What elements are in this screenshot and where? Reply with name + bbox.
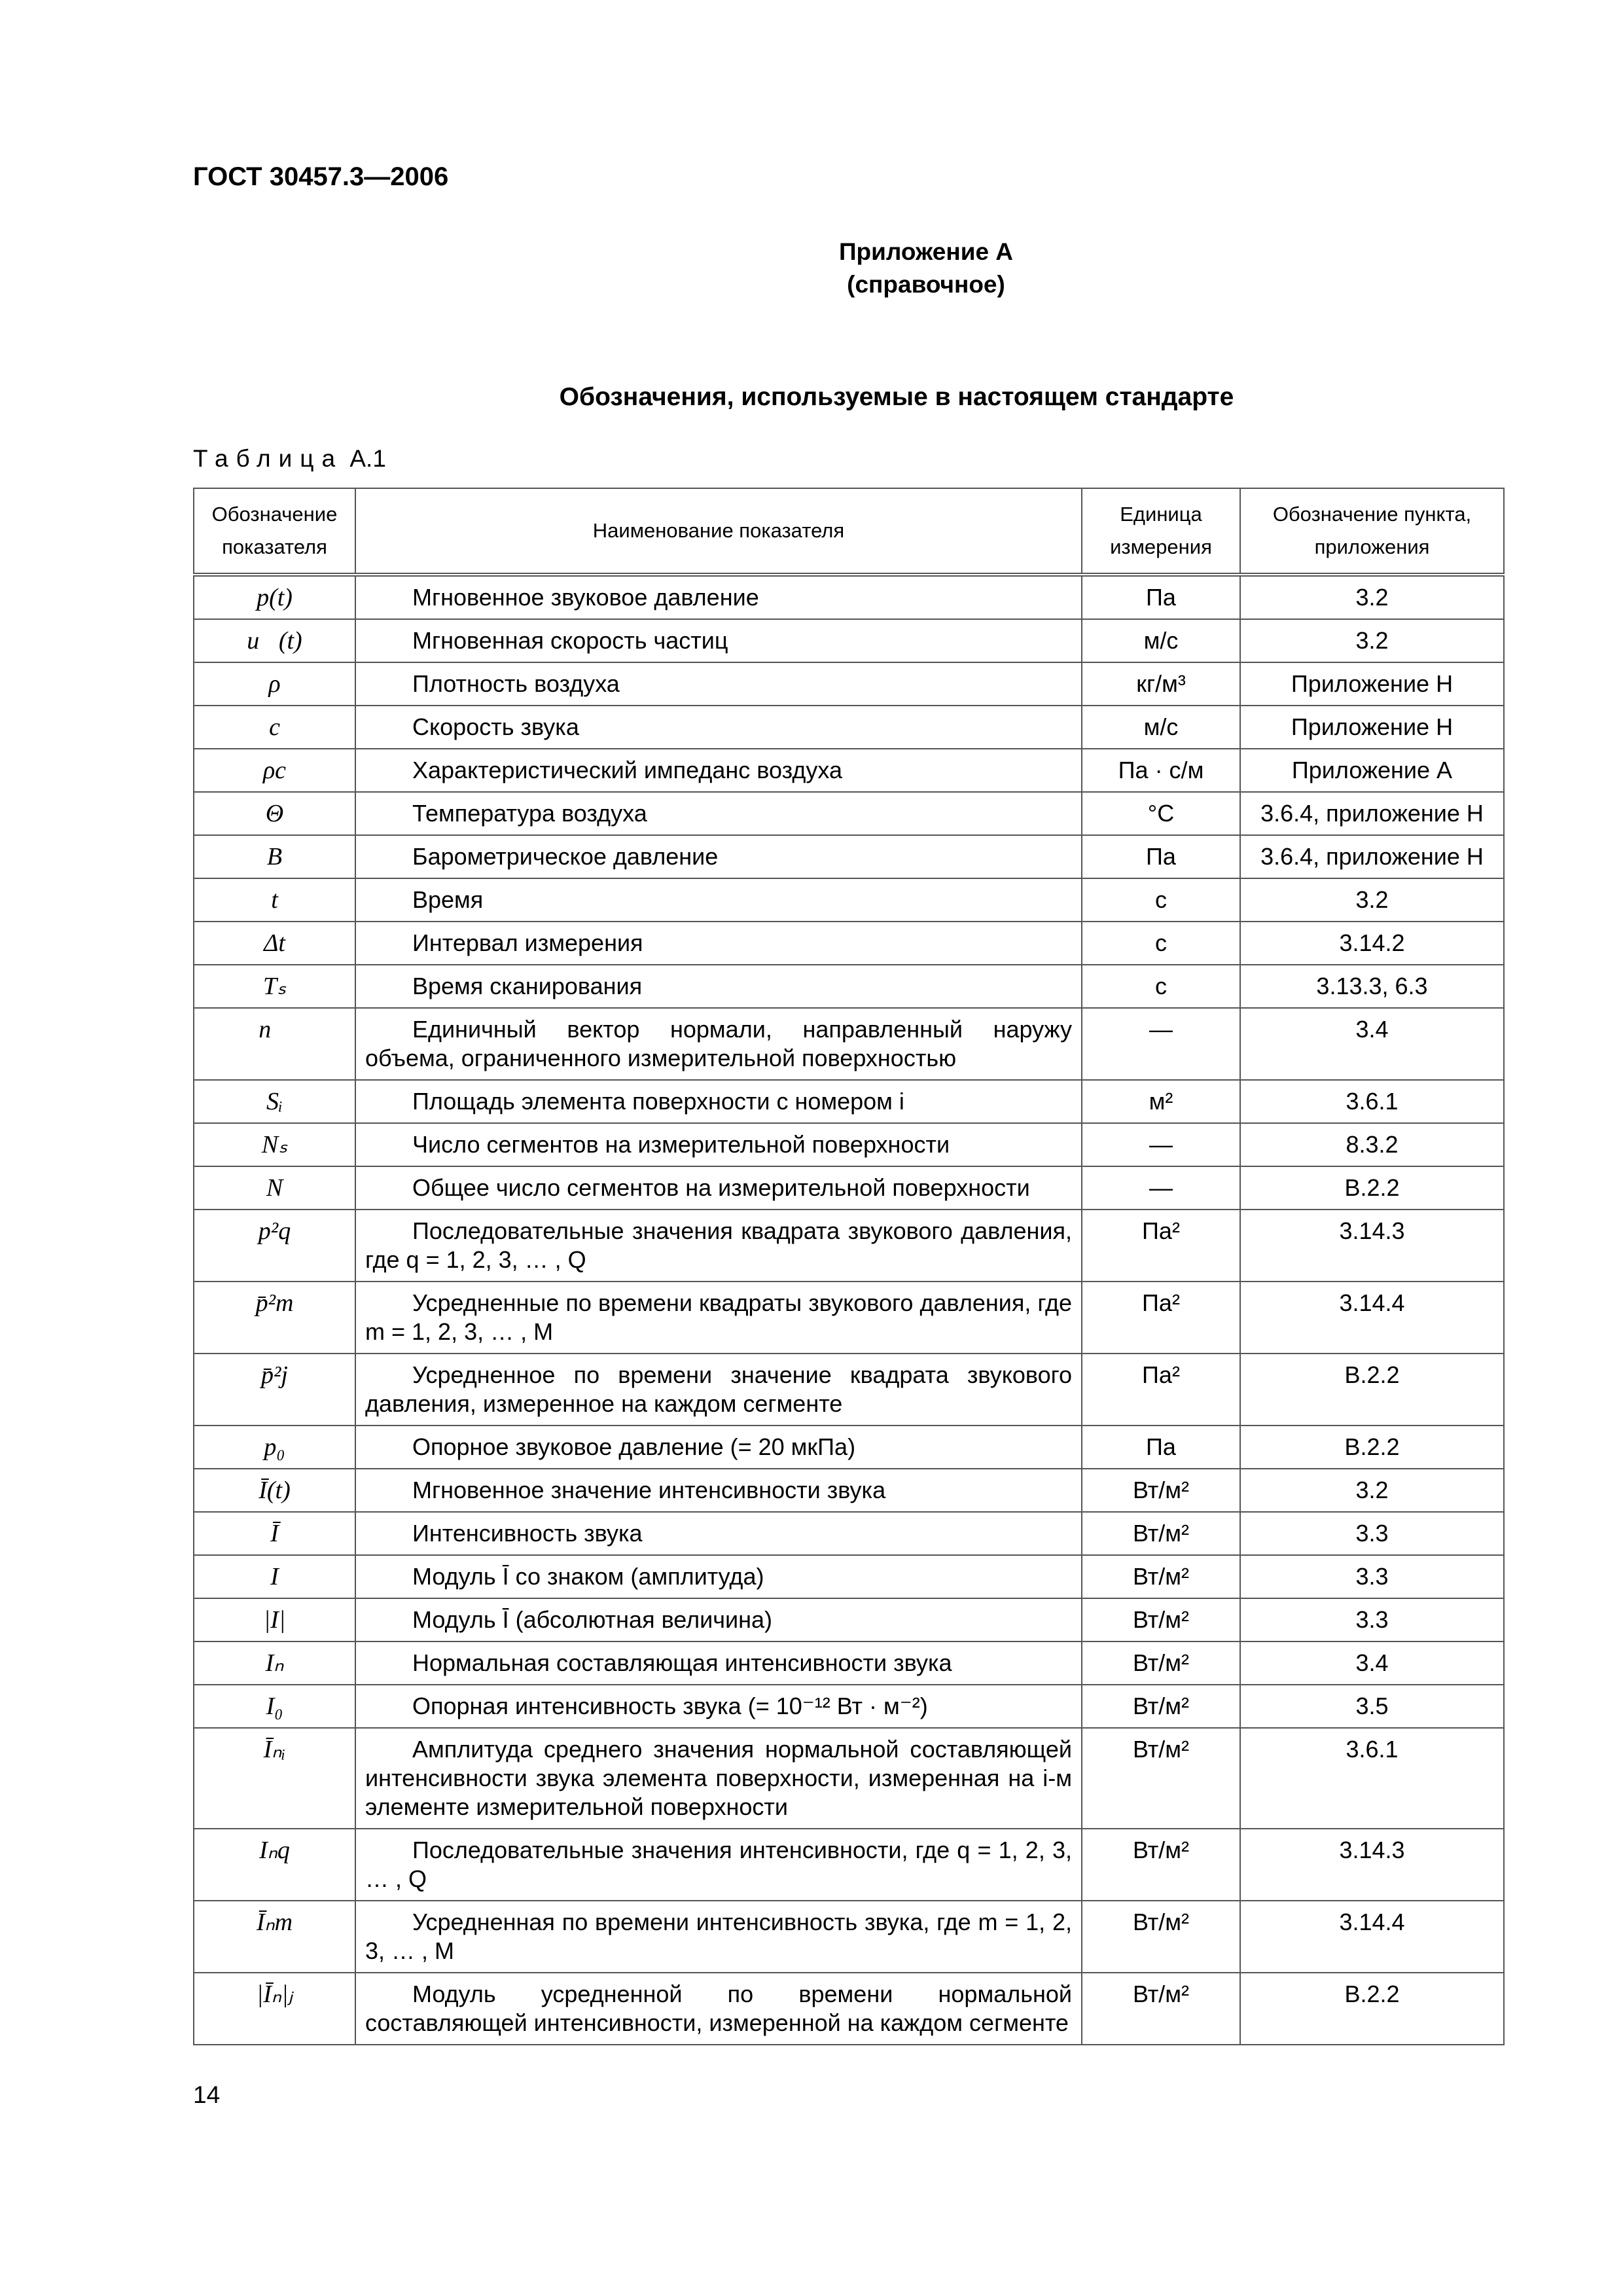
table-row — [194, 1469, 1504, 1512]
name-cell: Модуль Ī со знаком (амплитуда) — [355, 1555, 1082, 1598]
symbol-cell: Īₙᵢ — [194, 1728, 355, 1829]
unit-cell: °С — [1082, 792, 1240, 835]
reference-cell: 3.5 — [1240, 1685, 1504, 1728]
name-cell: Скорость звука — [355, 706, 1082, 749]
reference-cell: 3.2 — [1240, 619, 1504, 662]
unit-cell: Вт/м² — [1082, 1641, 1240, 1685]
reference-cell: 3.14.4 — [1240, 1282, 1504, 1354]
table-row — [194, 1598, 1504, 1641]
unit-cell: Вт/м² — [1082, 1512, 1240, 1555]
symbol-cell: c — [194, 706, 355, 749]
symbol-cell: Iₙ — [194, 1641, 355, 1685]
reference-cell: 3.6.1 — [1240, 1728, 1504, 1829]
name-cell: Характеристический импеданс воздуха — [355, 749, 1082, 792]
name-cell: Интервал измерения — [355, 922, 1082, 965]
table-row — [194, 965, 1504, 1008]
column-header-name: Наименование показателя — [355, 488, 1082, 575]
unit-cell: с — [1082, 965, 1240, 1008]
symbol-cell: n⃗ — [194, 1008, 355, 1080]
symbol-cell: B — [194, 835, 355, 878]
name-cell: Последовательные значения интенсивности, где q = 1, 2, 3, … , Q — [355, 1829, 1082, 1901]
name-cell: Мгновенное значение интенсивности звука — [355, 1469, 1082, 1512]
table-caption — [193, 445, 386, 473]
table-caption-number: А.1 — [349, 445, 386, 472]
table-row — [194, 662, 1504, 706]
reference-cell: 3.3 — [1240, 1512, 1504, 1555]
unit-cell: кг/м³ — [1082, 662, 1240, 706]
table-row — [194, 1210, 1504, 1282]
symbols-table — [193, 488, 1505, 2045]
unit-cell: — — [1082, 1123, 1240, 1166]
symbol-cell: Tₛ — [194, 965, 355, 1008]
name-cell: Усредненная по времени интенсивность звука, где m = 1, 2, 3, … , M — [355, 1901, 1082, 1973]
symbol-cell: Nₛ — [194, 1123, 355, 1166]
reference-cell: 3.4 — [1240, 1008, 1504, 1080]
name-cell: Мгновенная скорость частиц — [355, 619, 1082, 662]
name-cell: Модуль Ī (абсолютная величина) — [355, 1598, 1082, 1641]
unit-cell: Па² — [1082, 1210, 1240, 1282]
name-cell: Интенсивность звука — [355, 1512, 1082, 1555]
appendix-title: Приложение А — [838, 238, 1014, 265]
table-row — [194, 1282, 1504, 1354]
symbol-cell: p²q — [194, 1210, 355, 1282]
section-title: Обозначения, используемые в настоящем стандарте — [559, 383, 1234, 411]
document-code: ГОСТ 30457.3—2006 — [193, 162, 449, 191]
table-row — [194, 922, 1504, 965]
reference-cell: В.2.2 — [1240, 1426, 1504, 1469]
table-row — [194, 1973, 1504, 2045]
symbol-cell: Θ — [194, 792, 355, 835]
unit-cell: Па — [1082, 575, 1240, 619]
reference-cell: Приложение Н — [1240, 706, 1504, 749]
symbol-cell: I — [194, 1555, 355, 1598]
symbol-cell: |Īₙ|ⱼ — [194, 1973, 355, 2045]
name-cell: Модуль усредненной по времени нормальной составляющей интенсивности, измеренной на каждом сегменте — [355, 1973, 1082, 2045]
name-cell: Опорная интенсивность звука (= 10⁻¹² Вт · м⁻²) — [355, 1685, 1082, 1728]
name-cell: Амплитуда среднего значения нормальной составляющей интенсивности звука элемента поверхности, измеренная на i-м элементе измерительной поверхности — [355, 1728, 1082, 1829]
unit-cell: с — [1082, 878, 1240, 922]
unit-cell: Вт/м² — [1082, 1469, 1240, 1512]
reference-cell: 3.14.3 — [1240, 1829, 1504, 1901]
name-cell: Усредненные по времени квадраты звукового давления, где m = 1, 2, 3, … , M — [355, 1282, 1082, 1354]
column-header-reference: Обозначение пункта, приложения — [1240, 488, 1504, 575]
symbol-cell: p₀ — [194, 1426, 355, 1469]
appendix-heading — [0, 236, 1623, 301]
column-header-symbol: Обозначение показателя — [194, 488, 355, 575]
symbol-cell: t — [194, 878, 355, 922]
symbol-cell: Sᵢ — [194, 1080, 355, 1123]
unit-cell: — — [1082, 1166, 1240, 1210]
column-header-unit: Единица измерения — [1082, 488, 1240, 575]
name-cell: Опорное звуковое давление (= 20 мкПа) — [355, 1426, 1082, 1469]
symbol-cell: Īₙm — [194, 1901, 355, 1973]
symbol-cell: Ī — [194, 1512, 355, 1555]
name-cell: Время — [355, 878, 1082, 922]
table-row — [194, 878, 1504, 922]
unit-cell: Па² — [1082, 1282, 1240, 1354]
unit-cell: Вт/м² — [1082, 1555, 1240, 1598]
name-cell: Единичный вектор нормали, направленный наружу объема, ограниченного измерительной поверхностью — [355, 1008, 1082, 1080]
reference-cell: В.2.2 — [1240, 1973, 1504, 2045]
reference-cell: В.2.2 — [1240, 1354, 1504, 1426]
symbol-cell: p(t) — [194, 575, 355, 619]
reference-cell: Приложение А — [1240, 749, 1504, 792]
name-cell: Нормальная составляющая интенсивности звука — [355, 1641, 1082, 1685]
name-cell: Усредненное по времени значение квадрата звукового давления, измеренное на каждом сегменте — [355, 1354, 1082, 1426]
symbol-cell: p̄²m — [194, 1282, 355, 1354]
symbol-cell: I₀ — [194, 1685, 355, 1728]
table-caption-word: Таблица — [193, 445, 344, 472]
reference-cell: 3.6.4, приложение Н — [1240, 835, 1504, 878]
unit-cell: м/с — [1082, 619, 1240, 662]
symbol-cell: p̄²j — [194, 1354, 355, 1426]
reference-cell: 3.2 — [1240, 878, 1504, 922]
table-header-row — [194, 488, 1504, 575]
reference-cell: 3.3 — [1240, 1555, 1504, 1598]
name-cell: Общее число сегментов на измерительной поверхности — [355, 1166, 1082, 1210]
unit-cell: м² — [1082, 1080, 1240, 1123]
table-row — [194, 1080, 1504, 1123]
table-row — [194, 1728, 1504, 1829]
table-row — [194, 1354, 1504, 1426]
symbol-cell: |I| — [194, 1598, 355, 1641]
symbol-cell: Δt — [194, 922, 355, 965]
name-cell: Число сегментов на измерительной поверхности — [355, 1123, 1082, 1166]
name-cell: Плотность воздуха — [355, 662, 1082, 706]
unit-cell: Вт/м² — [1082, 1829, 1240, 1901]
reference-cell: 3.14.3 — [1240, 1210, 1504, 1282]
table-row — [194, 1641, 1504, 1685]
unit-cell: — — [1082, 1008, 1240, 1080]
unit-cell: м/с — [1082, 706, 1240, 749]
reference-cell: Приложение Н — [1240, 662, 1504, 706]
table-row — [194, 706, 1504, 749]
unit-cell: Вт/м² — [1082, 1728, 1240, 1829]
unit-cell: Вт/м² — [1082, 1901, 1240, 1973]
table-row — [194, 749, 1504, 792]
table-row — [194, 1008, 1504, 1080]
table-row — [194, 792, 1504, 835]
reference-cell: 3.6.1 — [1240, 1080, 1504, 1123]
reference-cell: 3.14.4 — [1240, 1901, 1504, 1973]
table-row — [194, 575, 1504, 619]
table-row — [194, 1512, 1504, 1555]
reference-cell: 3.6.4, приложение Н — [1240, 792, 1504, 835]
name-cell: Площадь элемента поверхности с номером i — [355, 1080, 1082, 1123]
unit-cell: Вт/м² — [1082, 1598, 1240, 1641]
table-row — [194, 1426, 1504, 1469]
reference-cell: В.2.2 — [1240, 1166, 1504, 1210]
table-row — [194, 1166, 1504, 1210]
table-row — [194, 1123, 1504, 1166]
unit-cell: Вт/м² — [1082, 1973, 1240, 2045]
reference-cell: 3.13.3, 6.3 — [1240, 965, 1504, 1008]
reference-cell: 8.3.2 — [1240, 1123, 1504, 1166]
reference-cell: 3.2 — [1240, 575, 1504, 619]
table-row — [194, 835, 1504, 878]
symbol-cell: ρ — [194, 662, 355, 706]
symbol-cell: N — [194, 1166, 355, 1210]
symbol-cell: u⃗(t) — [194, 619, 355, 662]
unit-cell: Па — [1082, 1426, 1240, 1469]
name-cell: Мгновенное звуковое давление — [355, 575, 1082, 619]
reference-cell: 3.2 — [1240, 1469, 1504, 1512]
appendix-subtitle: (справочное) — [847, 271, 1005, 298]
unit-cell: с — [1082, 922, 1240, 965]
table-row — [194, 1685, 1504, 1728]
unit-cell: Вт/м² — [1082, 1685, 1240, 1728]
table-row — [194, 1901, 1504, 1973]
reference-cell: 3.3 — [1240, 1598, 1504, 1641]
symbol-cell: Iₙq — [194, 1829, 355, 1901]
name-cell: Температура воздуха — [355, 792, 1082, 835]
table-body — [194, 575, 1504, 2045]
table-row — [194, 1555, 1504, 1598]
unit-cell: Па² — [1082, 1354, 1240, 1426]
name-cell: Последовательные значения квадрата звукового давления, где q = 1, 2, 3, … , Q — [355, 1210, 1082, 1282]
name-cell: Барометрическое давление — [355, 835, 1082, 878]
unit-cell: Па — [1082, 835, 1240, 878]
reference-cell: 3.14.2 — [1240, 922, 1504, 965]
page-number: 14 — [193, 2081, 221, 2108]
symbol-cell: ρc — [194, 749, 355, 792]
name-cell: Время сканирования — [355, 965, 1082, 1008]
unit-cell: Па · с/м — [1082, 749, 1240, 792]
table-row — [194, 1829, 1504, 1901]
symbol-cell: Ī(t) — [194, 1469, 355, 1512]
reference-cell: 3.4 — [1240, 1641, 1504, 1685]
table-row — [194, 619, 1504, 662]
